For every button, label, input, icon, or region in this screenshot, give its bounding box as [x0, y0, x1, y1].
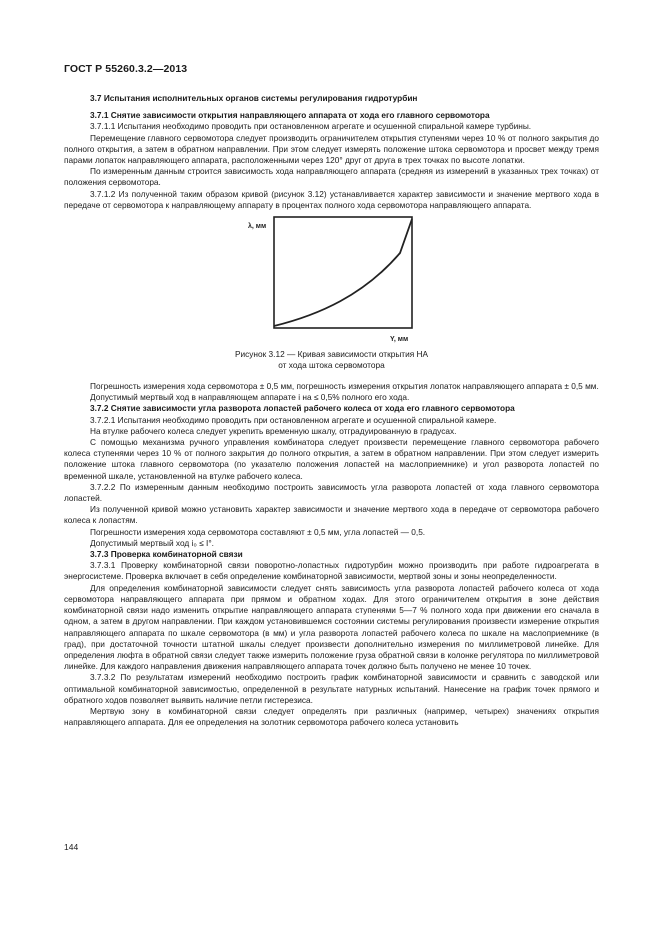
paragraph: Из полученной кривой можно установить характер зависимости и значение мертвого хода в передаче от сервомотора рабочего колеса к лопастям.	[64, 504, 599, 526]
paragraph: 3.7.1.2 Из полученной таким образом кривой (рисунок 3.12) устанавливается характер зависимости и значение мертвого хода в передаче от сервомотора к направляющему аппарату в процентах полного хода сервомотора направляющего аппарата.	[64, 188, 599, 210]
paragraph: По измеренным данным строится зависимость хода направляющего аппарата (средняя из измерений в указанных трех точках) от положения сервомотора.	[64, 166, 599, 188]
paragraph: Перемещение главного сервомотора следует производить ограничителем открытия ступенями через 10 % от полного закрытия до полного открытия, а затем в обратном направлении. При этом следует измерять положение штока сервомотора и просвет между тремя парами лопаток направляющего аппарата, расположенными через 120° друг от друга в трех точках по высоте лопатки.	[64, 132, 599, 166]
paragraph: 3.7.3.1 Проверку комбинаторной связи поворотно-лопастных гидротурбин можно производить при работе гидроагрегата в энергосистеме. Проверка включает в себя определение комбинаторной зависимости, мертвой зоны и зоны неопределенности.	[64, 560, 599, 582]
paragraph: 3.7.2.1 Испытания необходимо проводить при остановленном агрегате и осушенной спиральной камере.	[90, 414, 497, 425]
section-heading-3-7: 3.7 Испытания исполнительных органов системы регулирования гидротурбин	[90, 93, 418, 103]
caption-line-1: Рисунок 3.12 — Кривая зависимости открытия НА	[234, 349, 429, 360]
figure-caption	[64, 349, 599, 371]
paragraph: На втулке рабочего колеса следует укрепить временную шкалу, отградуированную в градусах.	[90, 425, 457, 436]
paragraph: 3.7.1.1 Испытания необходимо проводить при остановленном агрегате и осушенной спиральной камере турбины.	[90, 121, 532, 132]
page-body	[64, 93, 599, 728]
opening-curve-plot	[224, 215, 439, 345]
plot-frame	[274, 217, 412, 328]
subsection-heading-3-7-3: 3.7.3 Проверка комбинаторной связи	[90, 549, 243, 560]
paragraph: С помощью механизма ручного управления комбинатора следует произвести перемещение главного сервомотора рабочего колеса ступенями через 10 % от полного закрытия до полного открытия, а затем в обратном направлении. При этом следует измерить положение штока главного сервомотора (по указателю положения лопастей на маслоприемнике) и угол разворота лопастей по временной шкале, установленной на втулке рабочего колеса.	[64, 437, 599, 481]
paragraph: 3.7.2.2 По измеренным данным необходимо построить зависимость угла разворота лопастей от хода главного сервомотора лопастей.	[64, 481, 599, 504]
paragraph: 3.7.3.2 По результатам измерений необходимо построить график комбинаторной зависимости и сравнить с заводской или оптимальной комбинаторной зависимостью, определенной в результате натурных испытаний. Нанесение на график точек прямого и обратного ходов позволяет выявить наличие петли гистерезиса.	[64, 672, 599, 705]
page-number: 144	[64, 842, 79, 852]
paragraph: Допустимый мертвый ход i₀ ≤ I°.	[90, 537, 214, 548]
paragraph: Для определения комбинаторной зависимости следует снять зависимость угла разворота лопастей рабочего колеса от хода сервомотора направляющего аппарата при прямом и обратном ходах. Для этого ограничителем открытия в зоне действия комбинаторной связи надо изменить открытие направляющего аппарата ступенями 5—7 % полного хода при движении его сначала в одном, а затем в другом направлении. При каждом установившемся состоянии системы регулирования произвести измерение открытия направляющего аппарата по шкале сервомотора (в мм) и угла разворота лопастей рабочего колеса по шкале на маслоприемнике (в град), при достаточной точности штатной шкалы следует произвести дополнительно измерения по миллиметровой линейке. Для определения люфта в обратной связи следует также измерить положение груза обратной связи в колонке регулятора по миллиметровой линейке. Для каждого направления движения направляющего аппарата точек должно быть получено не менее 10 точек.	[64, 582, 599, 672]
figure-3-12	[64, 215, 599, 347]
subsection-heading-3-7-1: 3.7.1 Снятие зависимости открытия направляющего аппарата от хода его главного сервомотора	[90, 110, 490, 121]
paragraph: Допустимый мертвый ход в направляющем аппарате i на ≤ 0,5% полного его хода.	[90, 392, 410, 403]
document-header: ГОСТ Р 55260.3.2—2013	[64, 63, 188, 75]
y-axis-label: λ, мм	[248, 223, 267, 231]
caption-line-2: от хода штока сервомотора	[278, 360, 385, 371]
paragraph: Мертвую зону в комбинаторной связи следует определять при различных (например, четырех) значениях открытия направляющего аппарата. Для ее определения на золотник сервомотора рабочего колеса установить	[64, 705, 599, 728]
paragraph: Погрешности измерения хода сервомотора составляют ± 0,5 мм, угла лопастей — 0,5.	[90, 526, 426, 537]
opening-curve	[274, 219, 412, 326]
paragraph: Погрешность измерения хода сервомотора ± 0,5 мм, погрешность измерения открытия лопаток направляющего аппарата ± 0,5 мм.	[90, 381, 599, 392]
subsection-heading-3-7-2: 3.7.2 Снятие зависимости угла разворота лопастей рабочего колеса от хода его главного сервомотора	[90, 403, 515, 414]
x-axis-label: Y, мм	[390, 336, 409, 344]
